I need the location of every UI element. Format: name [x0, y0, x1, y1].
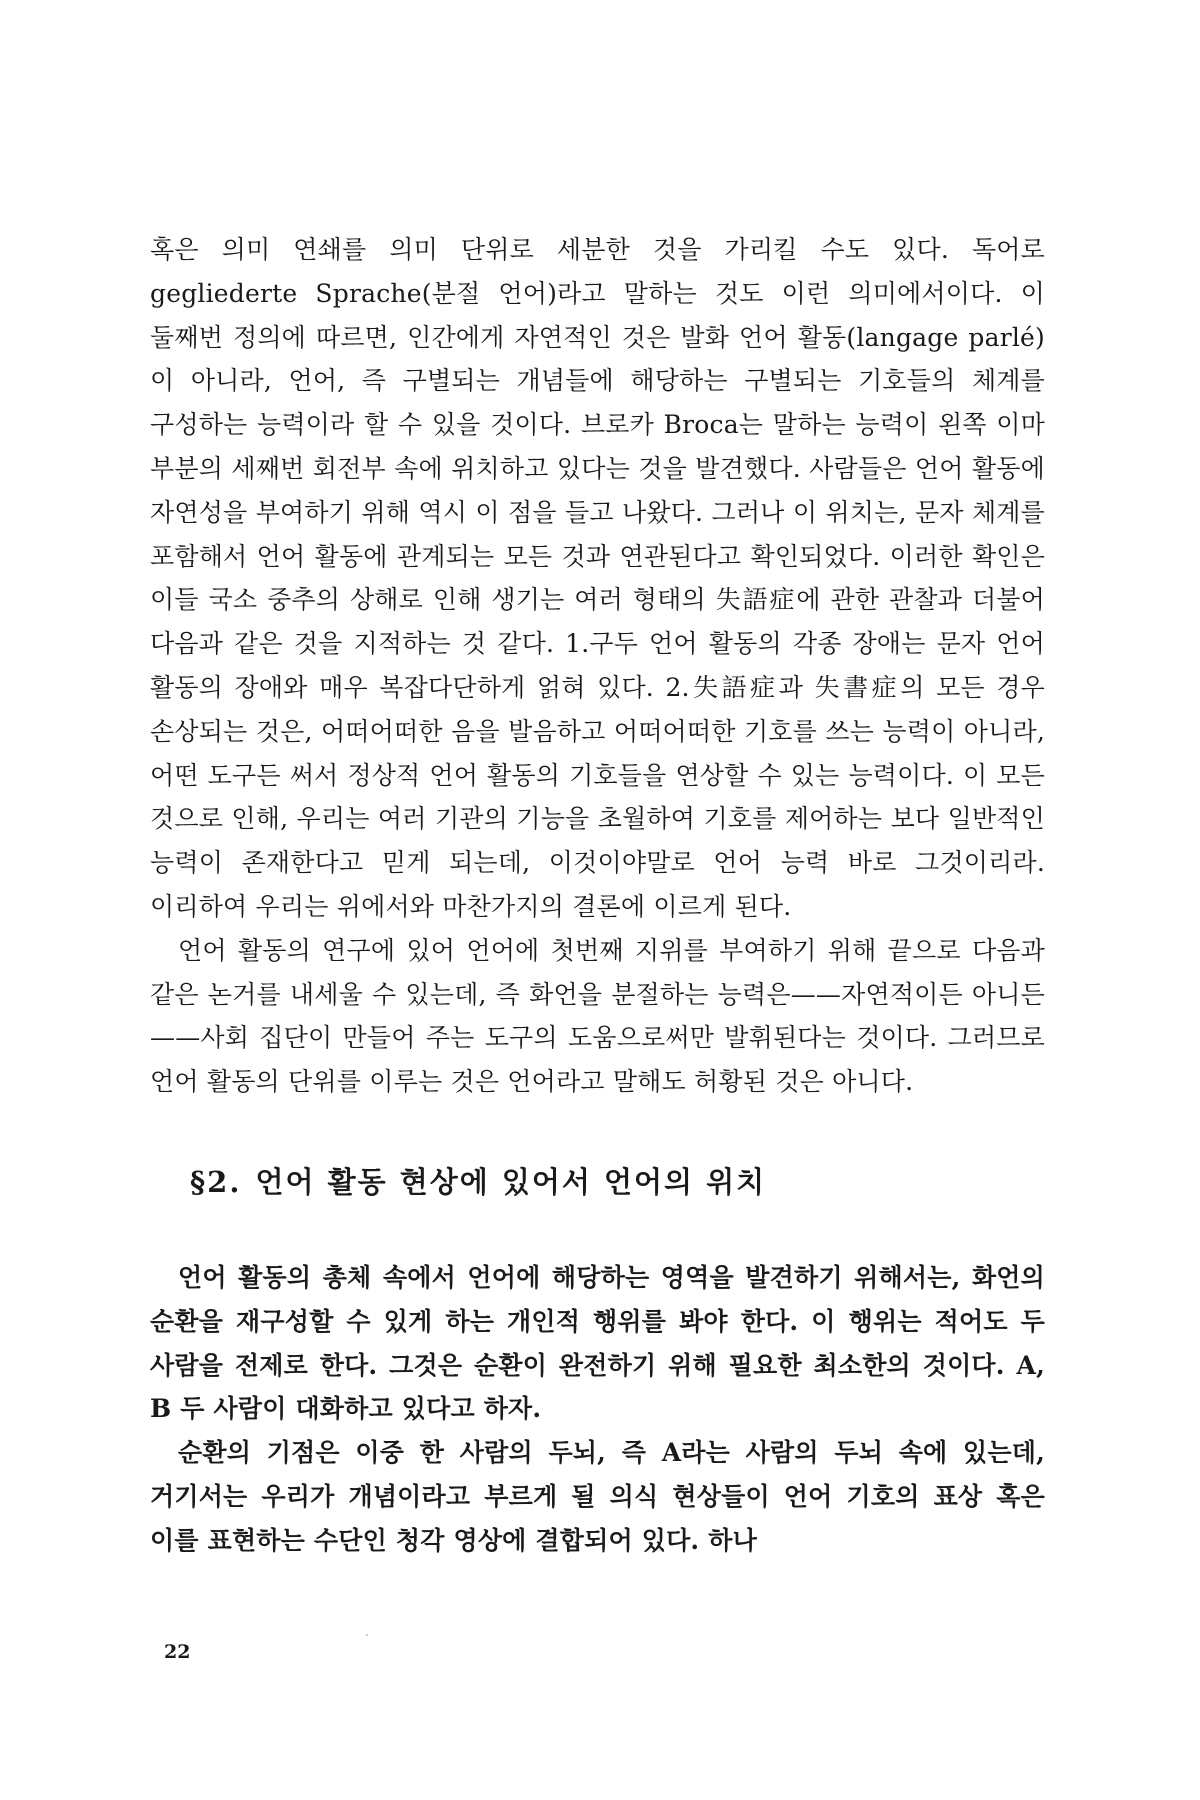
page-number: 22	[164, 1641, 191, 1663]
section-title-text: 언어 활동 현상에 있어서 언어의 위치	[255, 1164, 767, 1199]
page-body	[150, 228, 1045, 1563]
section-heading	[150, 1162, 1045, 1202]
section-paragraph-1: 언어 활동의 총체 속에서 언어에 해당하는 영역을 발견하기 위해서는, 화언의 순환을 재구성할 수 있게 하는 개인적 행위를 봐야 한다. 이 행위는 적어도 두 사람을 전제로 한다. 그것은 순환이 완전하기 위해 필요한 최소한의 것이다. A, B 두 사람이 대화하고 있다고 하자.	[150, 1262, 1045, 1424]
scan-speck	[366, 1634, 368, 1636]
section-number: §2.	[190, 1164, 242, 1199]
body-paragraph-2: 언어 활동의 연구에 있어 언어에 첫번째 지위를 부여하기 위해 끝으로 다음과 같은 논거를 내세울 수 있는데, 즉 화언을 분절하는 능력은——자연적이든 아니든——사회 집단이 만들어 주는 도구의 도움으로써만 발휘된다는 것이다. 그러므로 언어 활동의 단위를 이루는 것은 언어라고 말해도 허황된 것은 아니다.	[150, 935, 1045, 1097]
section-paragraph-2: 순환의 기점은 이중 한 사람의 두뇌, 즉 A라는 사람의 두뇌 속에 있는데, 거기서는 우리가 개념이라고 부르게 될 의식 현상들이 언어 기호의 표상 혹은 이를 표현하는 수단인 청각 영상에 결합되어 있다. 하나	[150, 1438, 1045, 1555]
body-paragraph-1: 혹은 의미 연쇄를 의미 단위로 세분한 것을 가리킬 수도 있다. 독어로 gegliederte Sprache(분절 언어)라고 말하는 것도 이런 의미에서이다. 이 둘째번 정의에 따르면, 인간에게 자연적인 것은 발화 언어 활동(langage parlé)이 아니라, 언어, 즉 구별되는 개념들에 해당하는 구별되는 기호들의 체계를 구성하는 능력이라 할 수 있을 것이다. 브로카 Broca는 말하는 능력이 왼쪽 이마 부분의 세째번 회전부 속에 위치하고 있다는 것을 발견했다. 사람들은 언어 활동에 자연성을 부여하기 위해 역시 이 점을 들고 나왔다. 그러나 이 위치는, 문자 체계를 포함해서 언어 활동에 관계되는 모든 것과 연관된다고 확인되었다. 이러한 확인은 이들 국소 중추의 상해로 인해 생기는 여러 형태의 失語症에 관한 관찰과 더불어 다음과 같은 것을 지적하는 것 같다. 1.구두 언어 활동의 각종 장애는 문자 언어 활동의 장애와 매우 복잡다단하게 얽혀 있다. 2.失語症과 失書症의 모든 경우 손상되는 것은, 어떠어떠한 음을 발음하고 어떠어떠한 기호를 쓰는 능력이 아니라, 어떤 도구든 써서 정상적 언어 활동의 기호들을 연상할 수 있는 능력이다. 이 모든 것으로 인해, 우리는 여러 기관의 기능을 초월하여 기호를 제어하는 보다 일반적인 능력이 존재한다고 믿게 되는데, 이것이야말로 언어 능력 바로 그것이리라. 이리하여 우리는 위에서와 마찬가지의 결론에 이르게 된다.	[150, 235, 1045, 921]
